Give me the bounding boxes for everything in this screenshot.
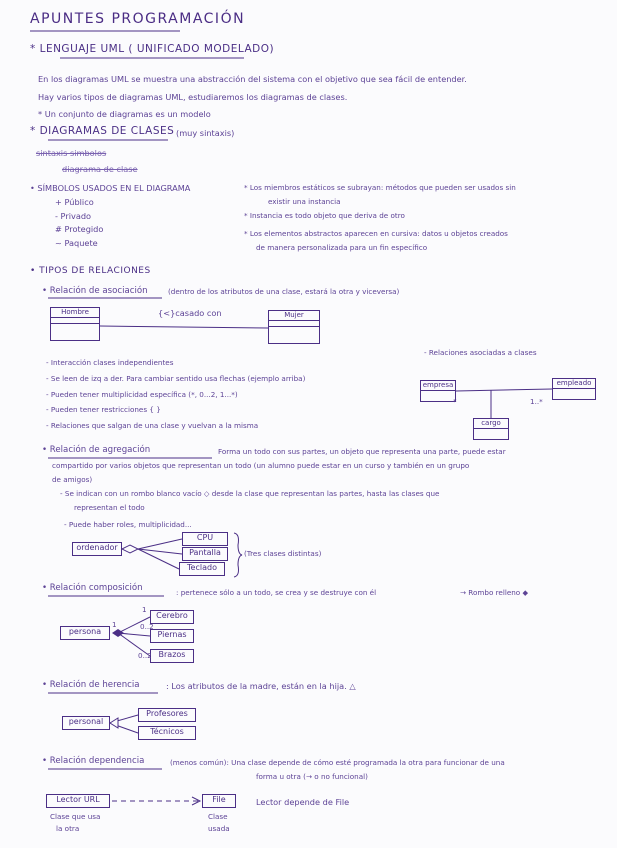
mult-star: * bbox=[453, 397, 457, 406]
agregacion-heading: • Relación de agregación bbox=[42, 445, 151, 455]
simbolos-heading: • SÍMBOLOS USADOS EN EL DIAGRAMA bbox=[30, 183, 191, 193]
class-persona: persona bbox=[60, 626, 110, 640]
mult-one-many: 1..* bbox=[530, 397, 543, 406]
composicion-rombo: → Rombo relleno ◆ bbox=[460, 588, 529, 597]
herencia-heading: • Relación de herencia bbox=[42, 680, 140, 690]
dependencia-sentence: Lector depende de File bbox=[256, 797, 350, 807]
asociacion-note-3: - Pueden tener multiplicidad específica (*, 0...2, 1...*) bbox=[46, 390, 238, 399]
page-title: APUNTES PROGRAMACIÓN bbox=[30, 11, 246, 27]
tipos-heading: • TIPOS DE RELACIONES bbox=[30, 266, 151, 276]
diagramas-heading: * DIAGRAMAS DE CLASES bbox=[30, 125, 175, 137]
class-cerebro: Cerebro bbox=[150, 610, 194, 624]
simbolo-protegido: # Protegido bbox=[55, 224, 104, 234]
composicion-heading: • Relación composición bbox=[42, 583, 143, 593]
composicion-desc: : pertenece sólo a un todo, se crea y se destruye con él bbox=[176, 588, 377, 597]
class-piernas: Piernas bbox=[150, 629, 194, 643]
asociacion-note-4: - Pueden tener restricciones { } bbox=[46, 405, 161, 414]
simbolo-privado: - Privado bbox=[55, 211, 92, 221]
agregacion-desc-3: de amigos) bbox=[52, 475, 93, 484]
class-empresa-name: empresa bbox=[422, 381, 454, 389]
agregacion-desc-1: Forma un todo con sus partes, un objeto que representa una parte, puede estar bbox=[218, 447, 506, 456]
diagramas-note: (muy sintaxis) bbox=[176, 128, 235, 138]
nota-abstractos-cont: de manera personalizada para un fin específico bbox=[256, 243, 428, 252]
nota-estaticos-cont: existir una instancia bbox=[268, 197, 341, 206]
crossed-out-1: sintaxis simbolos bbox=[36, 148, 107, 158]
class-brazos: Brazos bbox=[150, 649, 194, 663]
class-empleado-name: empleado bbox=[553, 379, 595, 389]
agregacion-brace-note: (Tres clases distintas) bbox=[244, 549, 322, 558]
asociacion-desc: (dentro de los atributos de una clase, estará la otra y viceversa) bbox=[168, 287, 400, 296]
asociacion-note-1: - Interacción clases independientes bbox=[46, 358, 174, 367]
class-profesores: Profesores bbox=[138, 708, 196, 722]
nota-instancia: * Instancia es todo objeto que deriva de otro bbox=[244, 211, 405, 220]
herencia-desc: : Los atributos de la madre, están en la hija. △ bbox=[166, 681, 356, 691]
asociacion-label: {<}casado con bbox=[158, 308, 222, 318]
agregacion-note-3: - Puede haber roles, multiplicidad... bbox=[64, 520, 192, 529]
class-tecnicos: Técnicos bbox=[138, 726, 196, 740]
comp-mult-3: 0..2 bbox=[140, 622, 154, 631]
simbolo-paquete: ~ Paquete bbox=[55, 238, 98, 248]
class-cargo-name: cargo bbox=[474, 419, 508, 429]
intro-line-2: Hay varios tipos de diagramas UML, estudiaremos los diagramas de clases. bbox=[38, 92, 348, 102]
caption-lector-1: Clase que usa bbox=[50, 812, 101, 821]
uml-heading: * LENGUAJE UML ( UNIFICADO MODELADO) bbox=[30, 43, 275, 55]
agregacion-note-1: - Se indican con un rombo blanco vacío ◇ desde la clase que representan las partes, hasta las clases que bbox=[60, 489, 440, 498]
caption-lector-2: la otra bbox=[56, 824, 80, 833]
intro-line-3: * Un conjunto de diagramas es un modelo bbox=[38, 109, 211, 119]
class-teclado: Teclado bbox=[179, 562, 225, 576]
asociacion-heading: • Relación de asociación bbox=[42, 286, 148, 296]
dependencia-desc-2: forma u otra (→ o no funcional) bbox=[256, 772, 368, 781]
nota-abstractos: * Los elementos abstractos aparecen en cursiva: datos u objetos creados bbox=[244, 229, 508, 238]
comp-mult-4: 0..2 bbox=[138, 651, 152, 660]
asociacion-note-2: - Se leen de izq a der. Para cambiar sentido usa flechas (ejemplo arriba) bbox=[46, 374, 306, 383]
dependencia-heading: • Relación dependencia bbox=[42, 756, 145, 766]
crossed-out-2: diagrama de clase bbox=[62, 164, 138, 174]
class-ordenador: ordenador bbox=[72, 542, 122, 556]
class-file: File bbox=[202, 794, 236, 808]
nota-estaticos: * Los miembros estáticos se subrayan: métodos que pueden ser usados sin bbox=[244, 183, 516, 192]
caption-file-2: usada bbox=[208, 824, 230, 833]
class-pantalla: Pantalla bbox=[182, 547, 228, 561]
class-mujer-name: Mujer bbox=[269, 311, 319, 321]
caption-file-1: Clase bbox=[208, 812, 228, 821]
agregacion-note-2: representan el todo bbox=[74, 503, 145, 512]
class-cpu: CPU bbox=[182, 532, 228, 546]
intro-line-1: En los diagramas UML se muestra una abstracción del sistema con el objetivo que sea fácil de entender. bbox=[38, 74, 467, 84]
simbolo-publico: + Público bbox=[55, 197, 94, 207]
dependencia-desc-1: (menos común): Una clase depende de cómo esté programada la otra para funcionar de una bbox=[170, 758, 505, 767]
class-personal: personal bbox=[62, 716, 110, 730]
class-hombre-name: Hombre bbox=[51, 308, 99, 318]
comp-mult-1: 1 bbox=[112, 620, 117, 629]
asociacion-side-note: - Relaciones asociadas a clases bbox=[424, 348, 537, 357]
asociacion-note-5: - Relaciones que salgan de una clase y vuelvan a la misma bbox=[46, 421, 259, 430]
class-lector-url: Lector URL bbox=[46, 794, 110, 808]
agregacion-desc-2: compartido por varios objetos que representan un todo (un alumno puede estar en un curso y también en un grupo bbox=[52, 461, 470, 470]
comp-mult-2: 1 bbox=[142, 605, 147, 614]
